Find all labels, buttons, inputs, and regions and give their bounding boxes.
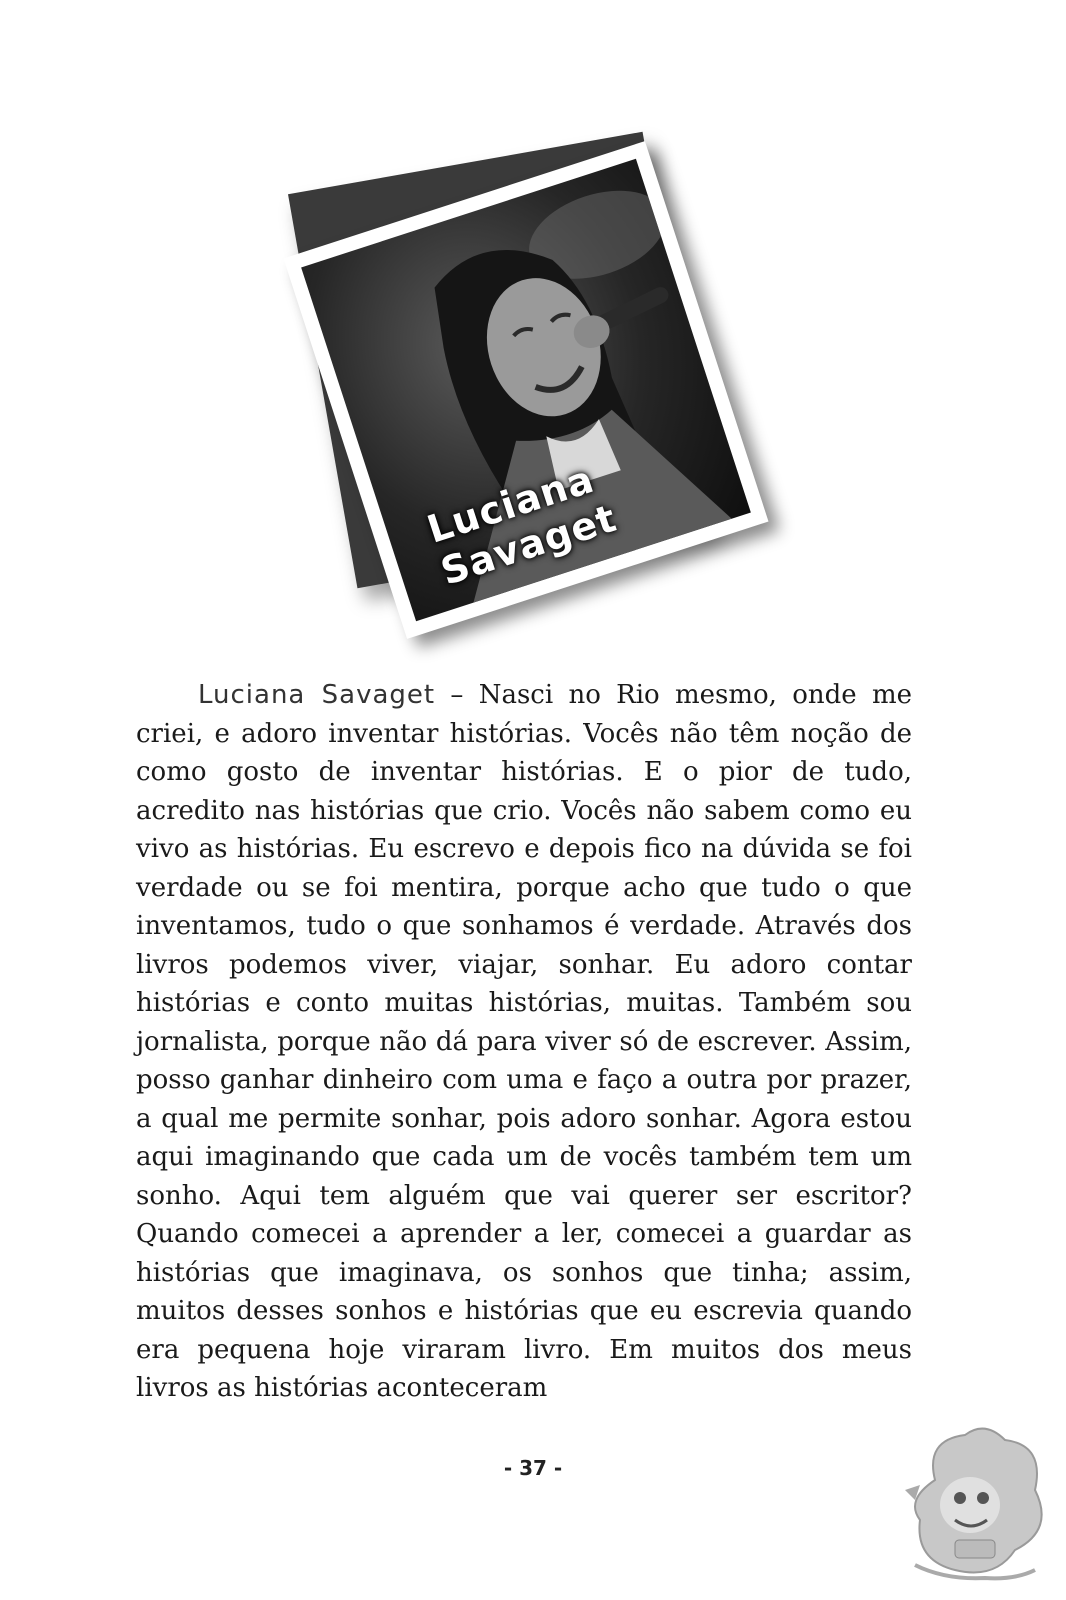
- author-photo: [300, 150, 760, 630]
- page-number: - 37 -: [503, 1456, 563, 1480]
- author-name: Luciana Savaget: [198, 680, 436, 710]
- dash: –: [435, 680, 479, 710]
- cartoon-mascot-icon: [895, 1420, 1055, 1590]
- paragraph-text: Nasci no Rio mesmo, onde me criei, e adoro inventar histórias. Vocês não têm noção de como gosto de inventar histórias. E o pior de tudo, acredito nas histórias que crio. Vocês não sabem como eu vivo as histórias. Eu escrevo e depois fico na dúvida se foi verdade ou se foi mentira, porque acho que tudo o que inventamos, tudo o que sonhamos é verdade. Através dos livros podemos viver, viajar, sonhar. Eu adoro contar histórias e conto muitas histórias, muitas. Também sou jornalista, porque não dá para viver só de escrever. Assim, posso ganhar dinheiro com uma e faço a outra por prazer, a qual me permite sonhar, pois adoro sonhar. Agora estou aqui imaginando que cada um de vocês também tem um sonho. Aqui tem alguém que vai querer ser escritor? Quando comecei a aprender a ler, comecei a guardar as histórias que imaginava, os sonhos que tinha; assim, muitos desses sonhos e histórias que eu escrevia quando era pequena hoje viraram livro. Em muitos dos meus livros as histórias aconteceram: [136, 680, 912, 1403]
- body-paragraph: [136, 676, 912, 1408]
- photo-caption: Luciana Savaget: [421, 456, 622, 594]
